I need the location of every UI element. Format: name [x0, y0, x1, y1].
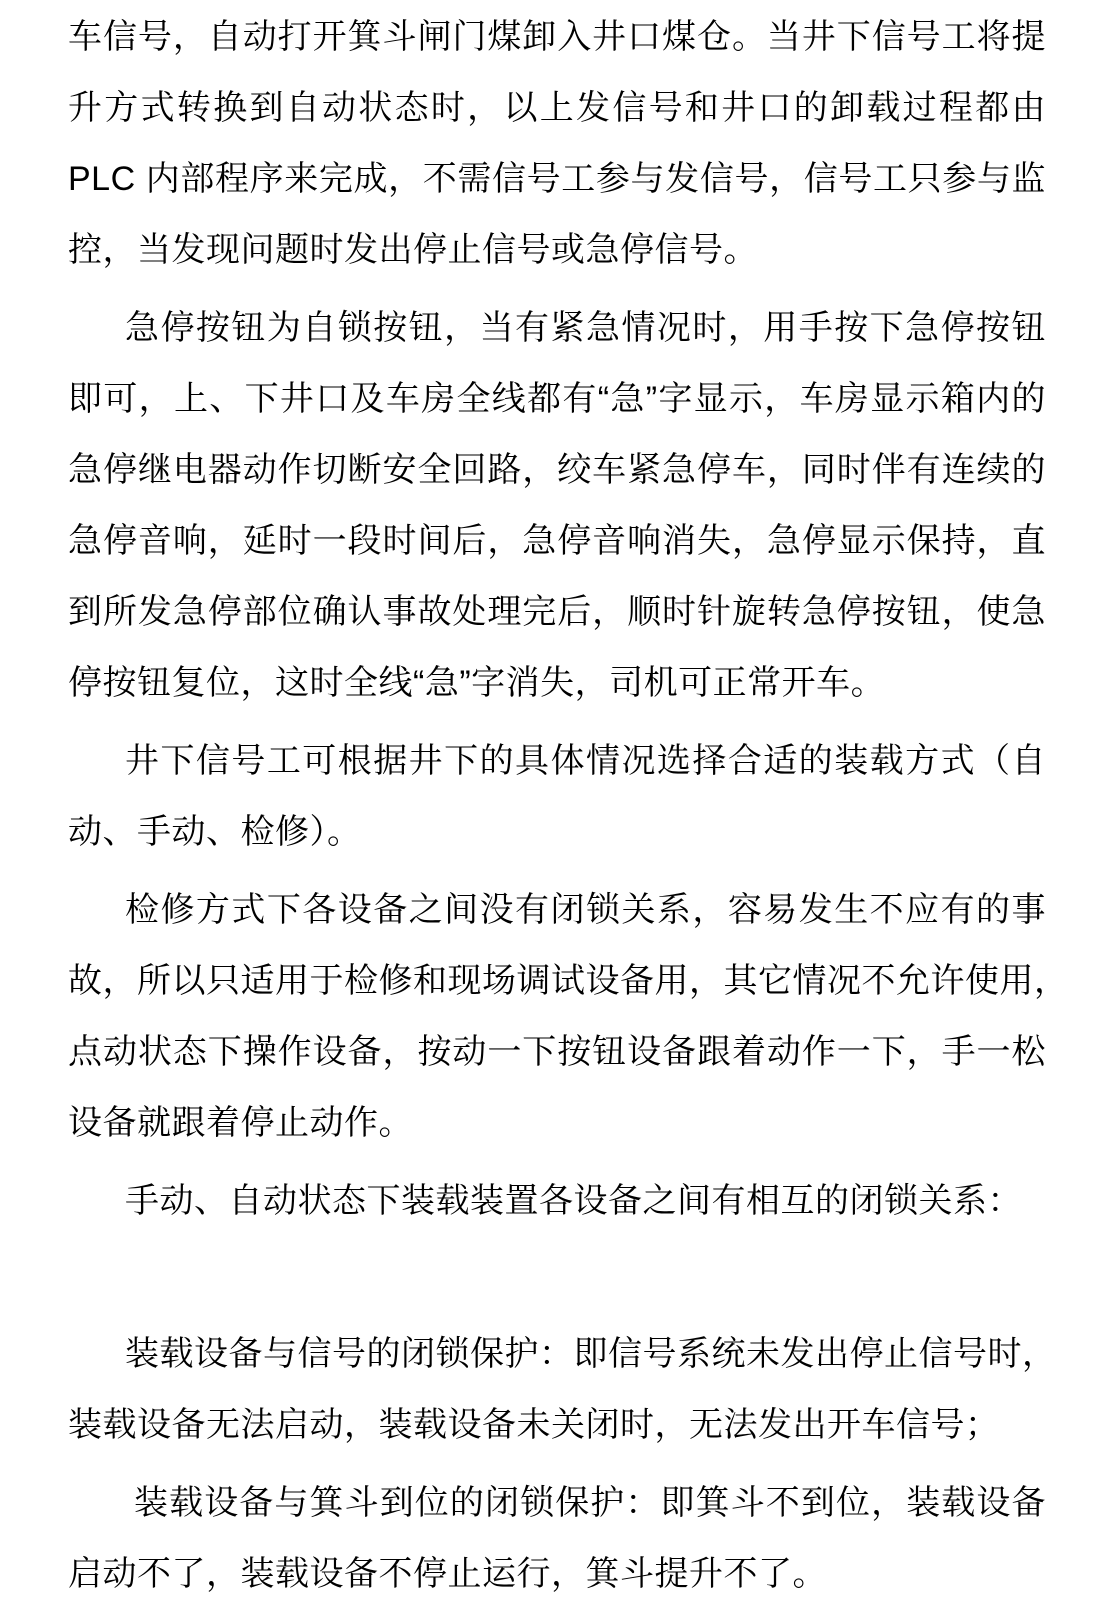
- text-line: 急停继电器动作切断安全回路，绞车紧急停车，同时伴有连续的: [68, 451, 1046, 489]
- paragraph: [68, 2, 1046, 286]
- paragraph: [68, 1166, 1046, 1237]
- text-line: PLC 内部程序来完成，不需信号工参与发信号，信号工只参与监: [68, 160, 1046, 198]
- text-line: 手动、自动状态下装载装置各设备之间有相互的闭锁关系：: [125, 1182, 1022, 1220]
- text-line: 井下信号工可根据井下的具体情况选择合适的装载方式（自: [125, 742, 1046, 780]
- text-line: 故，所以只适用于检修和现场调试设备用，其它情况不允许使用，: [68, 962, 1069, 1000]
- paragraph: [68, 875, 1069, 1159]
- text-line: 设备就跟着停止动作。: [68, 1104, 413, 1142]
- paragraph: [68, 726, 1046, 868]
- paragraph: [68, 1468, 1046, 1600]
- blank-line: [68, 1244, 1046, 1312]
- text-line: 检修方式下各设备之间没有闭锁关系，容易发生不应有的事: [125, 891, 1046, 929]
- text-line: 启动不了，装载设备不停止运行，箕斗提升不了。: [68, 1555, 827, 1593]
- text-line: 急停音响，延时一段时间后，急停音响消失，急停显示保持，直: [68, 522, 1046, 560]
- paragraph: [68, 293, 1046, 719]
- text-line: 升方式转换到自动状态时，以上发信号和井口的卸载过程都由: [68, 89, 1046, 127]
- text-line: 装载设备无法启动，装载设备未关闭时，无法发出开车信号；: [68, 1406, 1000, 1444]
- text-line: 到所发急停部位确认事故处理完后，顺时针旋转急停按钮，使急: [68, 593, 1046, 631]
- text-line: 点动状态下操作设备，按动一下按钮设备跟着动作一下，手一松: [68, 1033, 1046, 1071]
- text-line: 停按钮复位，这时全线“急”字消失，司机可正常开车。: [68, 664, 886, 702]
- text-line: 即可，上、下井口及车房全线都有“急”字显示，车房显示箱内的: [68, 380, 1046, 418]
- text-line: 装载设备与箕斗到位的闭锁保护：即箕斗不到位，装载设备: [134, 1484, 1046, 1522]
- text-line: 装载设备与信号的闭锁保护：即信号系统未发出停止信号时，: [125, 1335, 1057, 1373]
- text-line: 动、手动、检修）。: [68, 813, 362, 851]
- paragraph: [68, 1319, 1057, 1461]
- text-line: 车信号，自动打开箕斗闸门煤卸入井口煤仓。当井下信号工将提: [68, 18, 1046, 56]
- text-line: 急停按钮为自锁按钮，当有紧急情况时，用手按下急停按钮: [125, 309, 1046, 347]
- text-line: 控，当发现问题时发出停止信号或急停信号。: [68, 231, 758, 269]
